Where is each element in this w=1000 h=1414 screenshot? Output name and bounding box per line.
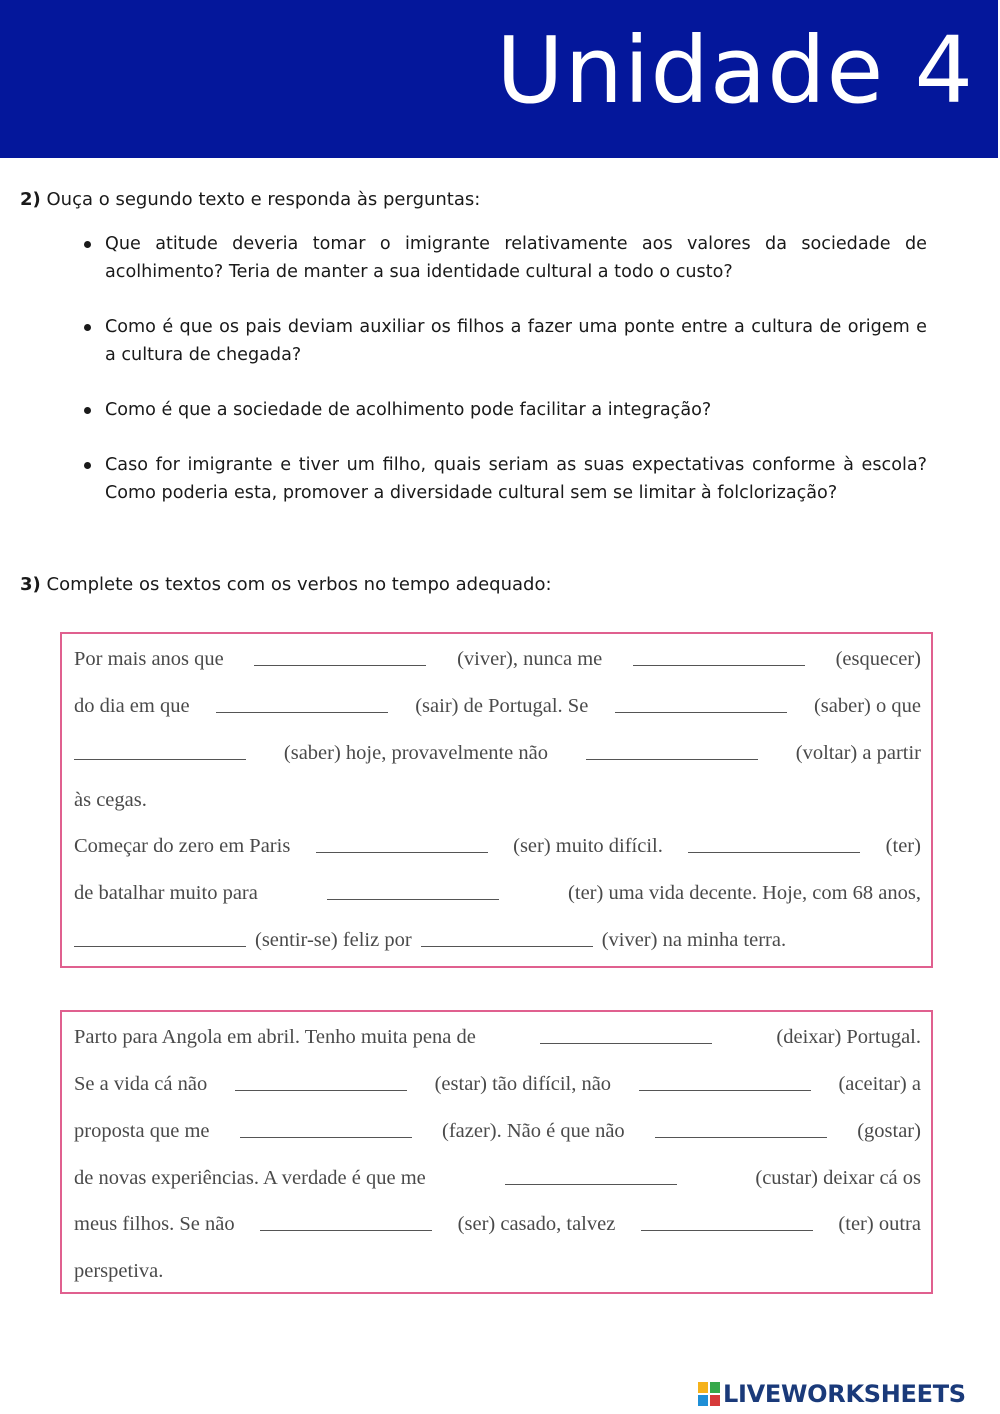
text-line — [74, 644, 921, 674]
blank-field[interactable] — [254, 644, 426, 666]
text-line — [74, 1116, 921, 1146]
question-2-heading — [20, 188, 480, 212]
text-fragment: Se a vida cá não — [74, 1073, 208, 1095]
text-fragment: perspetiva. — [74, 1260, 164, 1282]
text-fragment: (ter) outra — [838, 1213, 921, 1235]
text-line — [74, 1256, 921, 1286]
blank-field[interactable] — [639, 1069, 811, 1091]
text-fragment: (viver) na minha terra. — [601, 929, 787, 951]
blank-field[interactable] — [688, 831, 860, 853]
text-line — [74, 691, 921, 721]
brand-name: LIVEWORKSHEETS — [723, 1380, 966, 1408]
liveworksheets-icon — [698, 1382, 720, 1406]
fill-in-text-box-1 — [60, 632, 933, 968]
text-fragment: meus filhos. Se não — [74, 1213, 235, 1235]
text-line — [74, 785, 921, 815]
question-2-prompt: Ouça o segundo texto e responda às perguntas: — [46, 189, 481, 210]
text-fragment: (ter) — [885, 835, 921, 857]
blank-field[interactable] — [641, 1209, 813, 1231]
question-3-heading — [20, 573, 552, 597]
text-line — [74, 1069, 921, 1099]
text-fragment: (saber) o que — [813, 695, 921, 717]
blank-field[interactable] — [421, 925, 593, 947]
text-fragment: (esquecer) — [835, 648, 921, 670]
text-fragment: (custar) deixar cá os — [755, 1167, 921, 1189]
blank-field[interactable] — [74, 738, 246, 760]
blank-field[interactable] — [316, 831, 488, 853]
list-item: Que atitude deveria tomar o imigrante relativamente aos valores da sociedade de acolhimento? Teria de manter a sua identidade cultural a todo o custo? — [105, 230, 927, 286]
text-fragment: (ser) casado, talvez — [457, 1213, 616, 1235]
blank-field[interactable] — [235, 1069, 407, 1091]
text-line — [74, 925, 921, 955]
list-item: Caso for imigrante e tiver um filho, quais seriam as suas expectativas conforme à escola? Como poderia esta, promover a diversidade cultural sem se limitar à folclorização? — [105, 451, 927, 507]
blank-field[interactable] — [655, 1116, 827, 1138]
text-fragment: (deixar) Portugal. — [776, 1026, 921, 1048]
question-2-list — [105, 230, 927, 534]
text-fragment: Parto para Angola em abril. Tenho muita pena de — [74, 1026, 476, 1048]
text-fragment: (aceitar) a — [838, 1073, 921, 1095]
text-line — [74, 1209, 921, 1239]
fill-in-text-box-2 — [60, 1010, 933, 1294]
blank-field[interactable] — [586, 738, 758, 760]
text-fragment: de novas experiências. A verdade é que me — [74, 1167, 426, 1189]
question-3-prompt: Complete os textos com os verbos no tempo adequado: — [46, 574, 552, 595]
blank-field[interactable] — [615, 691, 787, 713]
text-fragment: (gostar) — [857, 1120, 921, 1142]
text-fragment: (saber) hoje, provavelmente não — [283, 742, 548, 764]
blank-field[interactable] — [74, 925, 246, 947]
text-fragment: (ter) uma vida decente. Hoje, com 68 anos, — [568, 882, 921, 904]
blank-field[interactable] — [240, 1116, 412, 1138]
text-fragment: do dia em que — [74, 695, 190, 717]
question-2-number: 2) — [20, 189, 41, 210]
text-fragment: de batalhar muito para — [74, 882, 258, 904]
text-fragment: (viver), nunca me — [457, 648, 603, 670]
text-fragment: (sentir-se) feliz por — [255, 929, 412, 951]
text-fragment: Por mais anos que — [74, 648, 224, 670]
page-title: Unidade 4 — [496, 17, 974, 124]
text-line — [74, 831, 921, 861]
blank-field[interactable] — [216, 691, 388, 713]
liveworksheets-logo — [698, 1380, 966, 1408]
text-fragment: proposta que me — [74, 1120, 210, 1142]
blank-field[interactable] — [327, 878, 499, 900]
text-line — [74, 1022, 921, 1052]
blank-field[interactable] — [540, 1022, 712, 1044]
text-fragment: (estar) tão difícil, não — [434, 1073, 612, 1095]
text-line — [74, 738, 921, 768]
text-fragment: (ser) muito difícil. — [513, 835, 663, 857]
text-line — [74, 1163, 921, 1193]
list-item: Como é que os pais deviam auxiliar os filhos a fazer uma ponte entre a cultura de origem e a cultura de chegada? — [105, 313, 927, 369]
blank-field[interactable] — [505, 1163, 677, 1185]
blank-field[interactable] — [260, 1209, 432, 1231]
text-line — [74, 878, 921, 908]
text-fragment: (fazer). Não é que não — [442, 1120, 625, 1142]
header-banner — [0, 0, 998, 158]
question-3-number: 3) — [20, 574, 41, 595]
blank-field[interactable] — [633, 644, 805, 666]
text-fragment: às cegas. — [74, 789, 147, 811]
list-item: Como é que a sociedade de acolhimento pode facilitar a integração? — [105, 396, 927, 424]
text-fragment: (voltar) a partir — [795, 742, 921, 764]
text-fragment: Começar do zero em Paris — [74, 835, 291, 857]
text-fragment: (sair) de Portugal. Se — [415, 695, 589, 717]
